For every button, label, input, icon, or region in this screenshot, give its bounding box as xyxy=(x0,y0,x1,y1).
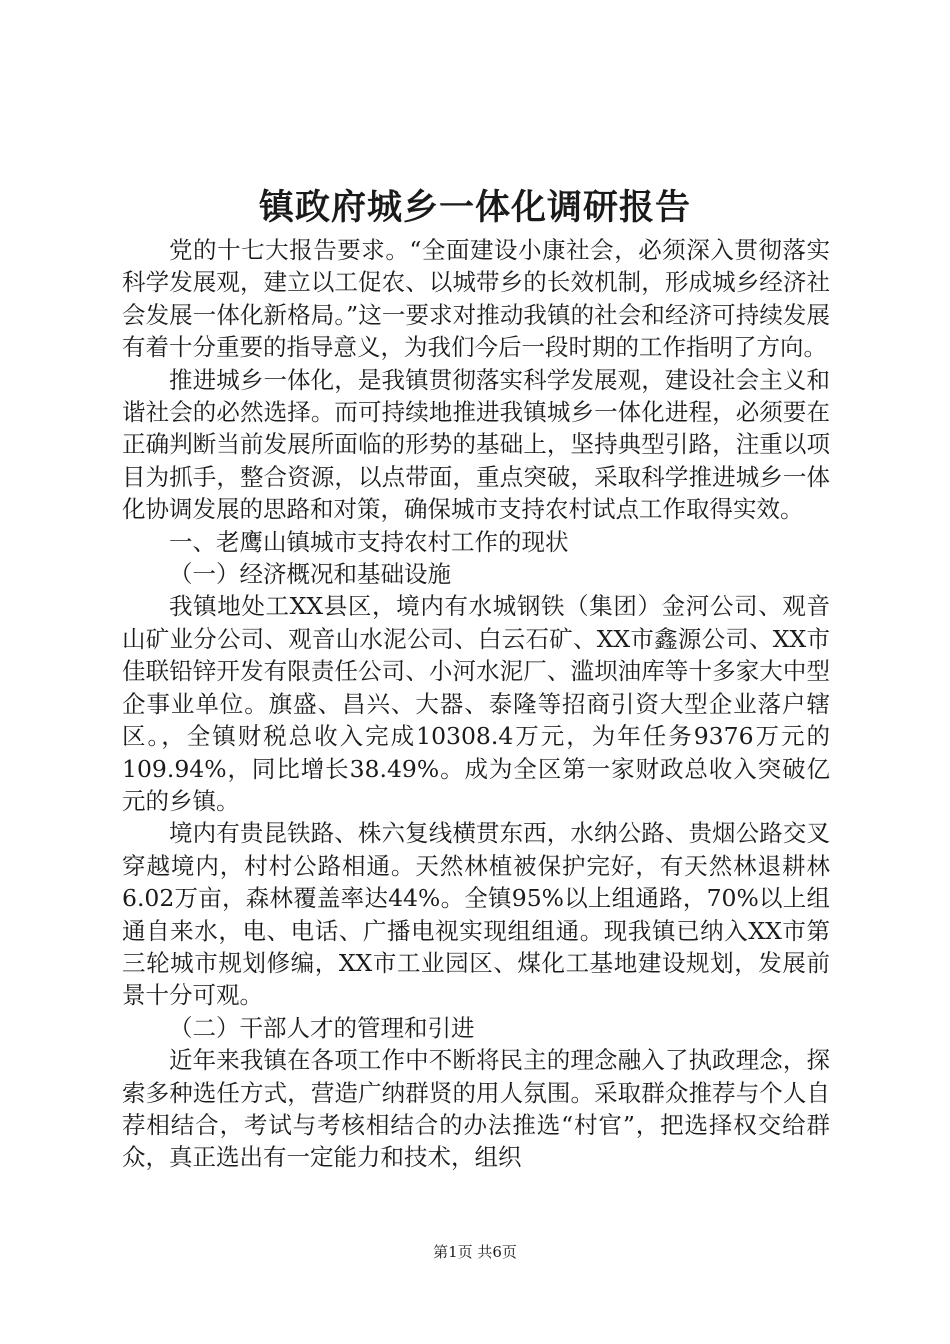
paragraph: 党的十七大报告要求。“全面建设小康社会，必须深入贯彻落实科学发展观，建立以工促农、以城带乡的长效机制，形成城乡经济社会发展一体化新格局。”这一要求对推动我镇的社会和经济可持续发展有着十分重要的指导意义，为我们今后一段时期的工作指明了方向。 xyxy=(122,236,830,362)
document-body xyxy=(122,234,830,1174)
document-title: 镇政府城乡一体化调研报告 xyxy=(258,187,691,228)
section-heading: 一、老鹰山镇城市支持农村工作的现状 xyxy=(169,527,569,556)
paragraph: 推进城乡一体化，是我镇贯彻落实科学发展观，建设社会主义和谐社会的必然选择。而可持续地推进我镇城乡一体化进程，必须要在正确判断当前发展所面临的形势的基础上，坚持典型引路，注重以项目为抓手，整合资源，以点带面，重点突破，采取科学推进城乡一体化协调发展的思路和对策，确保城市支持农村试点工作取得实效。 xyxy=(122,365,830,524)
paragraph: 境内有贵昆铁路、株六复线横贯东西，水纳公路、贵烟公路交叉穿越境内，村村公路相通。天然林植被保护完好，有天然林退耕林6.02万亩，森林覆盖率达44%。全镇95%以上组通路，70%以上组通自来水，电、电话、广播电视实现组组通。现我镇已纳入XX市第三轮城市规划修编，XX市工业园区、煤化工基地建设规划，发展前景十分可观。 xyxy=(122,819,830,1010)
subsection-heading: （一）经济概况和基础设施 xyxy=(169,560,451,589)
page-number-footer: 第1页 共6页 xyxy=(433,1243,517,1261)
paragraph: 我镇地处工XX县区，境内有水城钢铁（集团）金河公司、观音山矿业分公司、观音山水泥公司、白云石矿、XX市鑫源公司、XX市佳联铅锌开发有限责任公司、小河水泥厂、滥坝油库等十多家大中型企事业单位。旗盛、昌兴、大器、泰隆等招商引资大型企业落户辖区。，全镇财税总收入完成10308.4万元，为年任务9376万元的109.94%，同比增长38.49%。成为全区第一家财政总收入突破亿元的乡镇。 xyxy=(122,592,830,815)
paragraph: 近年来我镇在各项工作中不断将民主的理念融入了执政理念，探索多种选任方式，营造广纳群贤的用人氛围。采取群众推荐与个人自荐相结合，考试与考核相结合的办法推选“村官”，把选择权交给群众，真正选出有一定能力和技术，组织 xyxy=(122,1046,830,1172)
subsection-heading: （二）干部人才的管理和引进 xyxy=(169,1013,475,1042)
